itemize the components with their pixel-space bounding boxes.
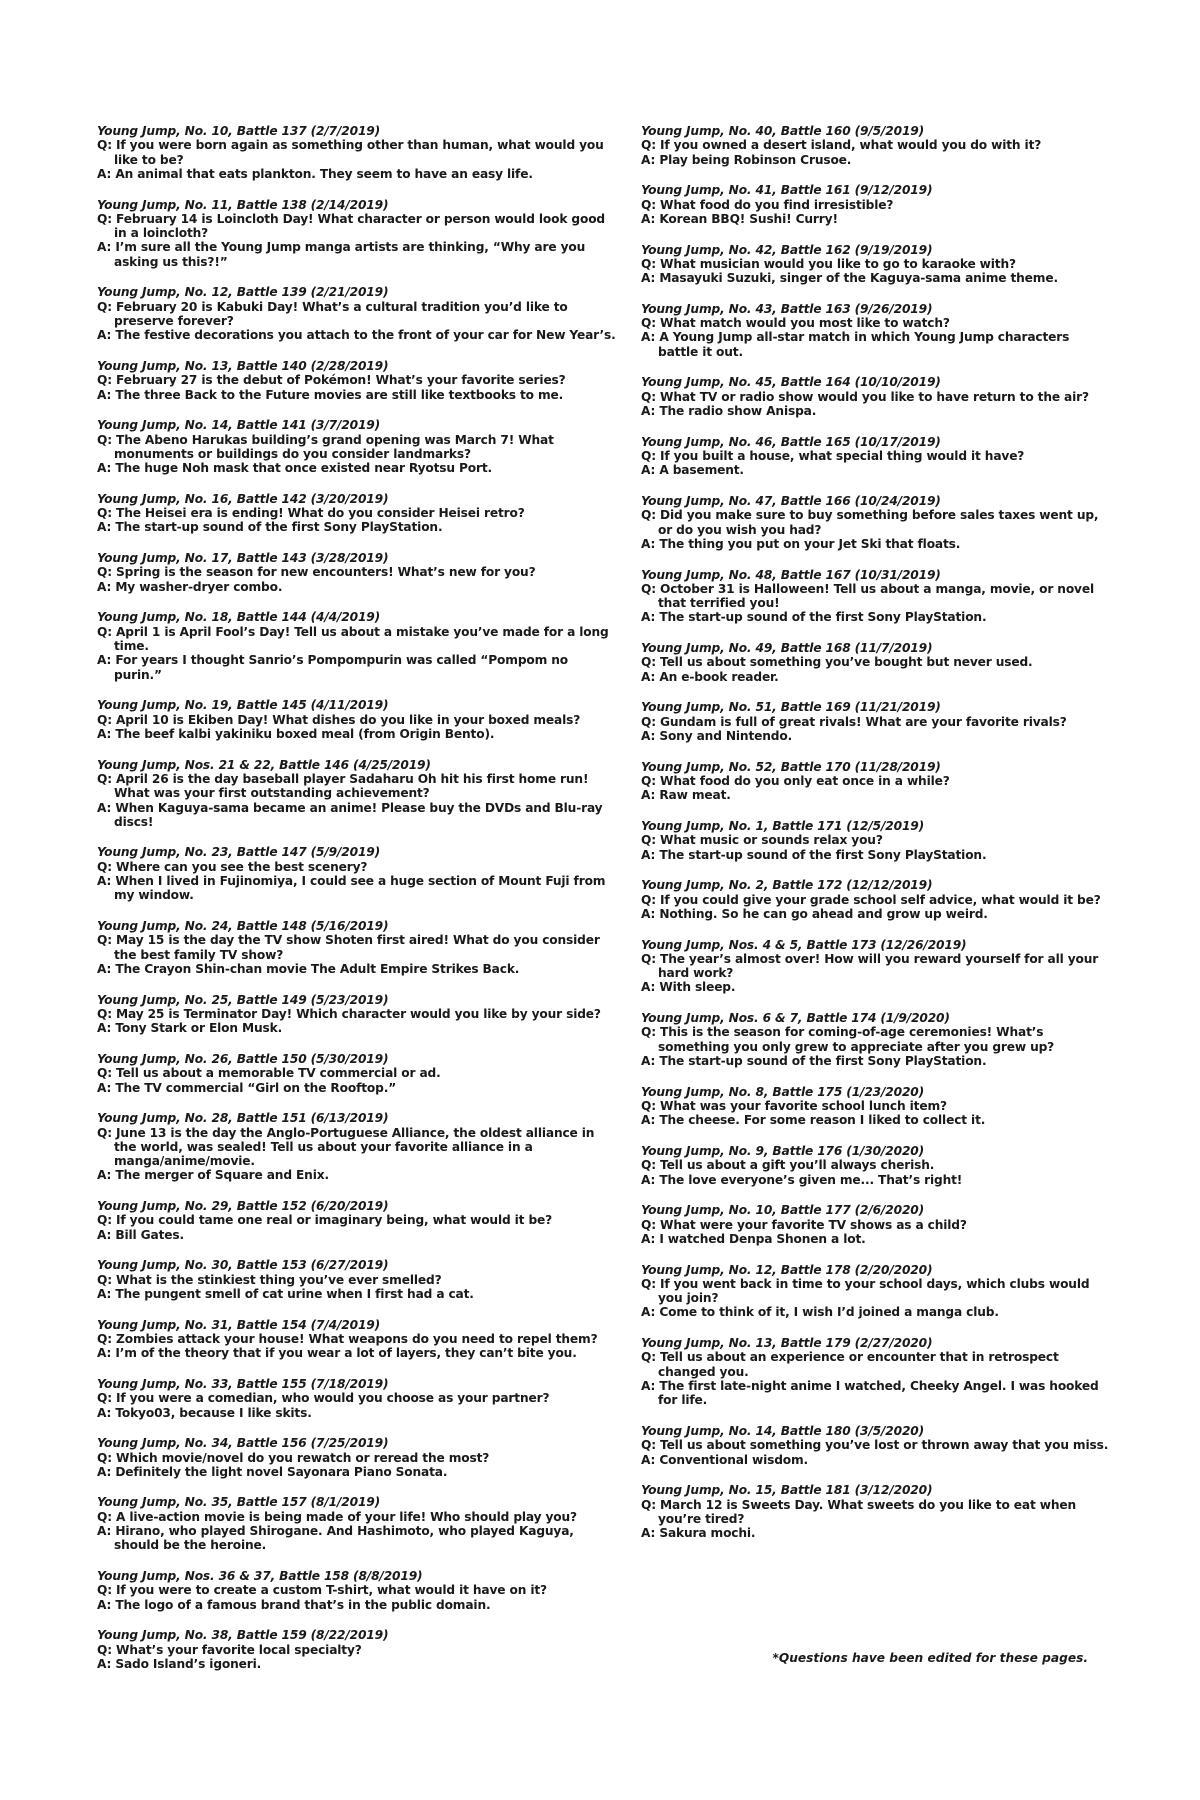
entry-answer: A: Sado Island’s igoneri. xyxy=(97,1656,262,1671)
entry-question: Q: If you were a comedian, who would you choose as your partner? xyxy=(97,1391,550,1406)
entry-heading: Young Jump, No. 28, Battle 151 (6/13/2019) xyxy=(97,1111,389,1126)
qa-entry xyxy=(97,198,617,269)
entry-heading: Young Jump, No. 19, Battle 145 (4/11/2019) xyxy=(97,698,389,713)
entry-heading: Young Jump, No. 30, Battle 153 (6/27/2019) xyxy=(97,1258,389,1273)
entry-heading: Young Jump, No. 9, Battle 176 (1/30/2020) xyxy=(641,1143,925,1158)
entry-question: Q: What was your favorite school lunch item? xyxy=(641,1099,947,1113)
qa-entry xyxy=(641,124,1111,167)
entry-answer: A: The TV commercial “Girl on the Rooftop.” xyxy=(97,1080,397,1095)
entry-question: Q: Tell us about something you’ve bought but never used. xyxy=(641,655,1033,670)
entry-heading: Young Jump, No. 2, Battle 172 (12/12/2019) xyxy=(641,878,933,893)
entry-question: Q: The Heisei era is ending! What do you consider Heisei retro? xyxy=(97,506,525,521)
qa-entry xyxy=(97,1318,617,1361)
entry-answer: A: Definitely the light novel Sayonara Piano Sonata. xyxy=(97,1464,448,1479)
entry-question: Q: February 14 is Loincloth Day! What character or person would look good in a loincloth? xyxy=(97,211,605,241)
entry-question: Q: What TV or radio show would you like to have return to the air? xyxy=(641,389,1089,404)
entry-heading: Young Jump, No. 14, Battle 141 (3/7/2019) xyxy=(97,418,381,433)
entry-question: Q: If you owned a desert island, what would you do with it? xyxy=(641,138,1042,153)
entry-answer: A: The start-up sound of the first Sony PlayStation. xyxy=(97,520,443,535)
entry-question: Q: Tell us about an experience or encounter that in retrospect changed you. xyxy=(641,1350,1059,1379)
entry-question: Q: Gundam is full of great rivals! What are your favorite rivals? xyxy=(641,714,1067,729)
entry-heading: Young Jump, No. 33, Battle 155 (7/18/2019) xyxy=(97,1376,389,1391)
entry-question: Q: If you built a house, what special thing would it have? xyxy=(641,449,1025,463)
qa-entry xyxy=(641,938,1111,995)
qa-entry xyxy=(97,551,617,594)
entry-question: Q: A live-action movie is being made of your life! Who should play you? xyxy=(97,1509,577,1524)
entry-answer: A: Conventional wisdom. xyxy=(641,1452,809,1467)
entry-answer: A: An animal that eats plankton. They seem to have an easy life. xyxy=(97,166,533,181)
entry-answer: A: The start-up sound of the first Sony PlayStation. xyxy=(641,1054,987,1069)
qa-entry xyxy=(97,1111,617,1182)
entry-question: Q: March 12 is Sweets Day. What sweets do you like to eat when you’re tired? xyxy=(641,1497,1076,1526)
entry-question: Q: Where can you see the best scenery? xyxy=(97,859,368,874)
entry-question: Q: February 27 is the debut of Pokémon! What’s your favorite series? xyxy=(97,373,566,388)
left-column xyxy=(97,124,617,1688)
qa-entry xyxy=(641,302,1111,359)
entry-heading: Young Jump, No. 25, Battle 149 (5/23/2019) xyxy=(97,992,389,1007)
qa-entry xyxy=(641,878,1111,921)
entry-question: Q: The year’s almost over! How will you reward yourself for all your hard work? xyxy=(641,951,1099,981)
entry-question: Q: If you could give your grade school self advice, what would it be? xyxy=(641,892,1101,907)
entry-answer: A: Bill Gates. xyxy=(97,1227,184,1242)
entry-answer: A: Raw meat. xyxy=(641,788,731,803)
entry-question: Q: Tell us about a gift you’ll always cherish. xyxy=(641,1158,935,1173)
entry-question: Q: What food do you only eat once in a while? xyxy=(641,774,950,788)
entry-answer: A: The Crayon Shin-chan movie The Adult Empire Strikes Back. xyxy=(97,961,520,976)
entry-heading: Young Jump, No. 29, Battle 152 (6/20/2019) xyxy=(97,1199,389,1214)
entry-heading: Young Jump, No. 13, Battle 140 (2/28/2019) xyxy=(97,359,389,374)
entry-question: Q: What music or sounds relax you? xyxy=(641,833,883,848)
entry-question: Q: What were your favorite TV shows as a child? xyxy=(641,1217,967,1232)
entry-heading: Young Jump, No. 49, Battle 168 (11/7/2019) xyxy=(641,641,933,656)
entry-heading: Young Jump, Nos. 36 & 37, Battle 158 (8/8/2019) xyxy=(97,1569,423,1584)
entry-heading: Young Jump, Nos. 21 & 22, Battle 146 (4/25/2019) xyxy=(97,757,431,772)
entry-answer: A: My washer-dryer combo. xyxy=(97,579,283,594)
qa-entry xyxy=(641,1203,1111,1246)
qa-entry xyxy=(641,183,1111,226)
qa-entry xyxy=(97,1199,617,1242)
entry-question: Q: Tell us about something you’ve lost or thrown away that you miss. xyxy=(641,1438,1109,1453)
entry-heading: Young Jump, No. 1, Battle 171 (12/5/2019) xyxy=(641,818,925,833)
qa-entry xyxy=(641,494,1111,551)
entry-answer: A: The cheese. For some reason I liked to collect it. xyxy=(641,1113,986,1128)
entry-answer: A: An e-book reader. xyxy=(641,669,779,684)
entry-heading: Young Jump, No. 41, Battle 161 (9/12/2019) xyxy=(641,183,933,198)
qa-entry xyxy=(641,641,1111,684)
qa-entry xyxy=(641,375,1111,418)
qa-entry xyxy=(97,124,617,181)
entry-answer: A: The beef kalbi yakiniku boxed meal (from Origin Bento). xyxy=(97,726,495,741)
entry-answer: A: With sleep. xyxy=(641,980,736,995)
entry-question: Q: June 13 is the day the Anglo-Portuguese Alliance, the oldest alliance in the world, was sealed! Tell us about your favorite alliance in a manga/anime/movie. xyxy=(97,1125,595,1169)
entry-answer: A: Play being Robinson Crusoe. xyxy=(641,152,852,167)
qa-entry xyxy=(97,418,617,475)
entry-answer: A: The first late-night anime I watched, Cheeky Angel. I was hooked for life. xyxy=(641,1379,1099,1408)
entry-heading: Young Jump, No. 24, Battle 148 (5/16/2019) xyxy=(97,919,389,934)
entry-question: Q: April 1 is April Fool’s Day! Tell us about a mistake you’ve made for a long time. xyxy=(97,624,609,654)
entry-answer: A: Sakura mochi. xyxy=(641,1526,756,1541)
entry-question: Q: Did you make sure to buy something before sales taxes went up, or do you wish you had? xyxy=(641,508,1099,537)
footnote: *Questions have been edited for these pages. xyxy=(772,1651,1088,1665)
entry-answer: A: Masayuki Suzuki, singer of the Kaguya-sama anime theme. xyxy=(641,271,1058,286)
qa-entry xyxy=(97,698,617,741)
entry-heading: Young Jump, No. 10, Battle 177 (2/6/2020) xyxy=(641,1203,925,1218)
entry-heading: Young Jump, No. 38, Battle 159 (8/22/2019) xyxy=(97,1628,389,1643)
qa-entry xyxy=(641,568,1111,625)
entry-heading: Young Jump, No. 35, Battle 157 (8/1/2019) xyxy=(97,1495,381,1510)
entry-heading: Young Jump, No. 46, Battle 165 (10/17/2019) xyxy=(641,434,941,449)
qa-entry xyxy=(97,1052,617,1095)
qa-entry xyxy=(641,1263,1111,1320)
entry-answer: A: I’m sure all the Young Jump manga artists are thinking, “Why are you asking us this?!” xyxy=(97,240,586,269)
entry-heading: Young Jump, Nos. 4 & 5, Battle 173 (12/26/2019) xyxy=(641,937,967,952)
entry-heading: Young Jump, No. 14, Battle 180 (3/5/2020) xyxy=(641,1424,925,1438)
entry-heading: Young Jump, No. 34, Battle 156 (7/25/2019) xyxy=(97,1436,389,1451)
entry-question: Q: May 25 is Terminator Day! Which character would you like by your side? xyxy=(97,1006,601,1021)
entry-question: Q: The Abeno Harukas building’s grand opening was March 7! What monuments or buildings do you consider landmarks? xyxy=(97,432,554,461)
entry-question: Q: What match would you most like to watch? xyxy=(641,316,950,331)
entry-heading: Young Jump, No. 12, Battle 178 (2/20/2020) xyxy=(641,1262,933,1277)
entry-answer: A: A basement. xyxy=(641,463,744,478)
entry-answer: A: The logo of a famous brand that’s in the public domain. xyxy=(97,1597,491,1612)
qa-entry xyxy=(641,1011,1111,1068)
entry-answer: A: The three Back to the Future movies are still like textbooks to me. xyxy=(97,387,564,402)
entry-question: Q: If you were born again as something other than human, what would you like to be? xyxy=(97,138,604,167)
entry-answer: A: The love everyone’s given me... That’s right! xyxy=(641,1172,963,1187)
qa-entry xyxy=(641,700,1111,743)
entry-answer: A: Korean BBQ! Sushi! Curry! xyxy=(641,211,838,226)
qa-entry xyxy=(97,1377,617,1420)
entry-answer: A: The radio show Anispa. xyxy=(641,404,817,419)
qa-entry xyxy=(97,1628,617,1671)
entry-heading: Young Jump, No. 13, Battle 179 (2/27/2020) xyxy=(641,1336,933,1351)
qa-entry xyxy=(97,1569,617,1612)
entry-heading: Young Jump, No. 26, Battle 150 (5/30/2019) xyxy=(97,1051,389,1066)
entry-question: Q: Which movie/novel do you rewatch or reread the most? xyxy=(97,1450,490,1465)
qa-entry xyxy=(641,435,1111,478)
entry-heading: Young Jump, No. 43, Battle 163 (9/26/2019) xyxy=(641,301,933,316)
qa-entry xyxy=(97,359,617,402)
qa-entry xyxy=(97,919,617,976)
entry-answer: A: Come to think of it, I wish I’d joined a manga club. xyxy=(641,1305,999,1320)
entry-heading: Young Jump, No. 12, Battle 139 (2/21/2019) xyxy=(97,285,389,300)
entry-answer: A: A Young Jump all-star match in which Young Jump characters battle it out. xyxy=(641,330,1070,359)
entry-heading: Young Jump, No. 31, Battle 154 (7/4/2019) xyxy=(97,1317,381,1332)
entry-answer: A: Nothing. So he can go ahead and grow up weird. xyxy=(641,906,988,921)
entry-heading: Young Jump, No. 42, Battle 162 (9/19/2019) xyxy=(641,242,933,257)
entry-answer: A: Sony and Nintendo. xyxy=(641,729,793,744)
entry-answer: A: Hirano, who played Shirogane. And Hashimoto, who played Kaguya, should be the heroine. xyxy=(97,1524,574,1553)
entry-heading: Young Jump, No. 52, Battle 170 (11/28/2019) xyxy=(641,759,941,774)
qa-entry xyxy=(641,1085,1111,1128)
entry-heading: Young Jump, No. 48, Battle 167 (10/31/2019) xyxy=(641,567,941,582)
entry-answer: A: The start-up sound of the first Sony PlayStation. xyxy=(641,610,987,625)
entry-heading: Young Jump, No. 18, Battle 144 (4/4/2019) xyxy=(97,610,381,625)
entry-question: Q: If you could tame one real or imaginary being, what would it be? xyxy=(97,1213,553,1228)
entry-question: Q: Spring is the season for new encounters! What’s new for you? xyxy=(97,565,536,580)
entry-heading: Young Jump, No. 16, Battle 142 (3/20/2019) xyxy=(97,491,389,506)
entry-answer: A: When Kaguya-sama became an anime! Please buy the DVDs and Blu-ray discs! xyxy=(97,800,603,829)
qa-entry xyxy=(641,1144,1111,1187)
entry-heading: Young Jump, No. 45, Battle 164 (10/10/2019) xyxy=(641,375,941,390)
entry-question: Q: What food do you find irresistible? xyxy=(641,197,894,212)
entry-answer: A: I watched Denpa Shonen a lot. xyxy=(641,1231,866,1246)
entry-answer: A: The pungent smell of cat urine when I first had a cat. xyxy=(97,1286,474,1301)
entry-question: Q: Tell us about a memorable TV commercial or ad. xyxy=(97,1066,441,1081)
qa-entry xyxy=(641,819,1111,862)
qa-entry xyxy=(97,1258,617,1301)
qa-entry xyxy=(641,243,1111,286)
entry-answer: A: The festive decorations you attach to the front of your car for New Year’s. xyxy=(97,328,616,343)
entry-question: Q: If you were to create a custom T-shirt, what would it have on it? xyxy=(97,1583,547,1598)
qa-entry xyxy=(641,760,1111,803)
qa-entry xyxy=(641,1336,1111,1407)
entry-question: Q: What is the stinkiest thing you’ve ever smelled? xyxy=(97,1272,442,1287)
entry-question: Q: February 20 is Kabuki Day! What’s a cultural tradition you’d like to preserve forever? xyxy=(97,299,568,329)
entry-heading: Young Jump, No. 23, Battle 147 (5/9/2019) xyxy=(97,845,381,860)
qa-entry xyxy=(97,845,617,902)
entry-answer: A: When I lived in Fujinomiya, I could see a huge section of Mount Fuji from my window. xyxy=(97,874,606,903)
entry-heading: Young Jump, No. 40, Battle 160 (9/5/2019) xyxy=(641,124,925,138)
entry-answer: A: The huge Noh mask that once existed near Ryotsu Port. xyxy=(97,461,493,476)
qa-entry xyxy=(97,492,617,535)
entry-question: Q: What musician would you like to go to karaoke with? xyxy=(641,256,1016,271)
qa-entry xyxy=(97,993,617,1036)
entry-heading: Young Jump, No. 15, Battle 181 (3/12/2020) xyxy=(641,1483,933,1498)
entry-question: Q: April 10 is Ekiben Day! What dishes do you like in your boxed meals? xyxy=(97,712,581,727)
entry-question: Q: This is the season for coming-of-age ceremonies! What’s something you only grew to appreciate after you grew up? xyxy=(641,1025,1055,1054)
entry-question: Q: April 26 is the day baseball player Sadaharu Oh hit his first home run! What was your first outstanding achievement? xyxy=(97,771,589,801)
qa-entry xyxy=(97,285,617,342)
entry-heading: Young Jump, No. 10, Battle 137 (2/7/2019) xyxy=(97,124,381,138)
entry-heading: Young Jump, No. 8, Battle 175 (1/23/2020) xyxy=(641,1084,925,1099)
qa-entry xyxy=(97,1495,617,1552)
entry-heading: Young Jump, No. 51, Battle 169 (11/21/2019) xyxy=(641,700,941,715)
qa-entry xyxy=(97,758,617,829)
entry-heading: Young Jump, Nos. 6 & 7, Battle 174 (1/9/2020) xyxy=(641,1011,950,1026)
qa-entry xyxy=(97,610,617,681)
entry-question: Q: October 31 is Halloween! Tell us about a manga, movie, or novel that terrified you! xyxy=(641,581,1094,611)
entry-question: Q: If you went back in time to your school days, which clubs would you join? xyxy=(641,1276,1090,1306)
entry-heading: Young Jump, No. 47, Battle 166 (10/24/2019) xyxy=(641,493,941,508)
qa-entry xyxy=(641,1483,1111,1540)
entry-heading: Young Jump, No. 17, Battle 143 (3/28/2019) xyxy=(97,551,389,566)
entry-answer: A: The thing you put on your Jet Ski that floats. xyxy=(641,536,961,551)
entry-question: Q: May 15 is the day the TV show Shoten first aired! What do you consider the best family TV show? xyxy=(97,933,600,962)
qa-entry xyxy=(641,1424,1111,1467)
entry-answer: A: I’m of the theory that if you wear a lot of layers, they can’t bite you. xyxy=(97,1346,577,1361)
entry-answer: A: The start-up sound of the first Sony PlayStation. xyxy=(641,847,987,862)
entry-question: Q: What’s your favorite local specialty? xyxy=(97,1642,362,1657)
entry-answer: A: For years I thought Sanrio’s Pompompurin was called “Pompom no purin.” xyxy=(97,653,569,682)
qa-entry xyxy=(97,1436,617,1479)
entry-answer: A: Tony Stark or Elon Musk. xyxy=(97,1021,283,1036)
entry-heading: Young Jump, No. 11, Battle 138 (2/14/2019) xyxy=(97,197,389,212)
right-column xyxy=(641,124,1111,1557)
entry-answer: A: Tokyo03, because I like skits. xyxy=(97,1405,312,1420)
entry-question: Q: Zombies attack your house! What weapons do you need to repel them? xyxy=(97,1331,598,1346)
entry-answer: A: The merger of Square and Enix. xyxy=(97,1168,329,1183)
